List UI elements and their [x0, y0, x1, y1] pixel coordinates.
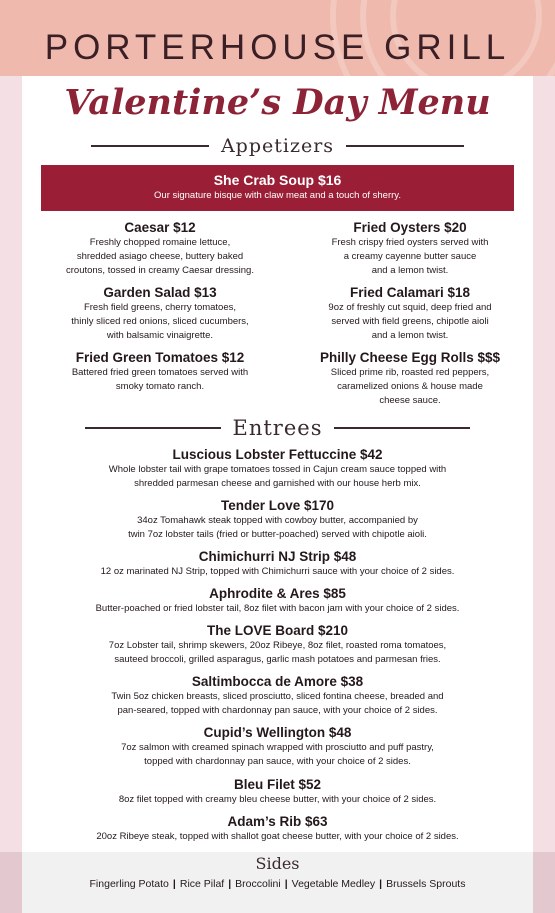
appetizer-item — [40, 349, 280, 394]
side-separator: | — [379, 878, 383, 890]
item-desc: topped with chardonnay pan sauce, with your choice of 2 sides. — [144, 756, 411, 767]
item-desc: smoky tomato ranch. — [115, 381, 205, 392]
item-name: Fried Oysters $20 — [353, 220, 467, 235]
side-item: Broccolini — [235, 878, 281, 890]
item-desc: Freshly chopped romaine lettuce, — [89, 237, 231, 248]
item-desc: croutons, tossed in creamy Caesar dressing. — [66, 265, 254, 276]
featured-item-banner — [41, 165, 514, 211]
item-name: Caesar $12 — [124, 220, 196, 235]
entree-item — [30, 497, 525, 542]
featured-item-desc: Our signature bisque with claw meat and a touch of sherry. — [154, 190, 401, 201]
item-desc: shredded asiago cheese, buttery baked — [76, 251, 244, 262]
item-desc: 8oz filet topped with creamy bleu cheese butter, with your choice of 2 sides. — [118, 794, 437, 805]
side-item: Brussels Sprouts — [386, 878, 466, 890]
appetizers-heading-label: Appetizers — [220, 135, 335, 157]
appetizers-heading — [0, 133, 555, 158]
featured-item-name: She Crab Soup $16 — [213, 172, 342, 188]
item-desc: shredded parmesan cheese and garnished with our house herb mix. — [134, 478, 421, 489]
menu-title: Valentine’s Day Menu — [64, 82, 491, 123]
item-desc: and a lemon twist. — [371, 265, 449, 276]
entrees-heading-label: Entrees — [232, 415, 323, 440]
item-desc: a creamy cayenne butter sauce — [343, 251, 477, 262]
side-separator: | — [172, 878, 176, 890]
entree-item — [30, 585, 525, 616]
appetizer-item — [40, 219, 280, 278]
item-name: Fried Calamari $18 — [349, 285, 471, 300]
side-item: Vegetable Medley — [291, 878, 376, 890]
entree-item — [30, 446, 525, 491]
item-desc: thinly sliced red onions, sliced cucumbers, — [71, 316, 249, 327]
item-desc: cheese sauce. — [379, 395, 441, 406]
entree-item — [30, 622, 525, 667]
entree-item — [30, 724, 525, 769]
entree-item — [30, 776, 525, 807]
item-desc: caramelized onions & house made — [337, 381, 483, 392]
item-desc: 34oz Tomahawk steak topped with cowboy butter, accompanied by — [137, 515, 418, 526]
item-name: Chimichurri NJ Strip $48 — [198, 549, 357, 564]
item-desc: Twin 5oz chicken breasts, sliced prosciutto, sliced fontina cheese, breaded and — [111, 691, 444, 702]
item-name: The LOVE Board $210 — [206, 623, 349, 638]
appetizer-item — [292, 284, 528, 343]
item-desc: with balsamic vinaigrette. — [106, 330, 214, 341]
divider-line — [91, 145, 209, 147]
item-desc: twin 7oz lobster tails (fried or butter-poached) served with chipotle aioli. — [128, 529, 427, 540]
item-name: Bleu Filet $52 — [233, 777, 322, 792]
entree-item — [30, 673, 525, 718]
appetizer-item — [40, 284, 280, 343]
item-desc: 9oz of freshly cut squid, deep fried and — [328, 302, 492, 313]
restaurant-name: PORTERHOUSE GRILL — [44, 28, 511, 67]
side-item: Rice Pilaf — [179, 878, 225, 890]
sides-heading: Sides — [255, 854, 300, 873]
appetizer-item — [292, 349, 528, 408]
sides-list — [0, 878, 555, 890]
item-desc: Battered fried green tomatoes served with — [71, 367, 249, 378]
item-name: Adam’s Rib $63 — [227, 814, 328, 829]
item-desc: sauteed broccoli, grilled asparagus, garlic mash potatoes and parmesan fries. — [114, 654, 441, 665]
entree-item — [30, 548, 525, 579]
item-desc: 20oz Ribeye steak, topped with shallot goat cheese butter, with your choice of 2 sides. — [96, 831, 459, 842]
item-desc: and a lemon twist. — [371, 330, 449, 341]
item-name: Fried Green Tomatoes $12 — [75, 350, 245, 365]
divider-line — [85, 427, 221, 429]
item-desc: served with field greens, chipotle aioli — [331, 316, 489, 327]
item-name: Aphrodite & Ares $85 — [209, 586, 346, 601]
item-desc: Whole lobster tail with grape tomatoes tossed in Cajun cream sauce topped with — [108, 464, 447, 475]
item-desc: 7oz salmon with creamed spinach wrapped with prosciutto and puff pastry, — [121, 742, 434, 753]
item-desc: Butter-poached or fried lobster tail, 8oz filet with bacon jam with your choice of 2 sides. — [95, 603, 460, 614]
divider-line — [334, 427, 470, 429]
item-desc: Sliced prime rib, roasted red peppers, — [330, 367, 490, 378]
side-item: Fingerling Potato — [89, 878, 169, 890]
item-desc: 7oz Lobster tail, shrimp skewers, 20oz Ribeye, 8oz filet, roasted roma tomatoes, — [108, 640, 447, 651]
entree-item — [30, 813, 525, 844]
entrees-heading — [0, 414, 555, 440]
appetizer-item — [292, 219, 528, 278]
item-name: Luscious Lobster Fettuccine $42 — [172, 447, 383, 462]
item-name: Tender Love $170 — [220, 498, 335, 513]
item-name: Saltimbocca de Amore $38 — [191, 674, 364, 689]
item-desc: Fresh crispy fried oysters served with — [331, 237, 489, 248]
item-desc: pan-seared, topped with chardonnay pan sauce, with your choice of 2 sides. — [117, 705, 438, 716]
item-desc: Fresh field greens, cherry tomatoes, — [83, 302, 237, 313]
divider-line — [346, 145, 464, 147]
item-desc: 12 oz marinated NJ Strip, topped with Chimichurri sauce with your choice of 2 sides. — [100, 566, 455, 577]
item-name: Philly Cheese Egg Rolls $$$ — [319, 350, 501, 365]
side-separator: | — [284, 878, 288, 890]
side-separator: | — [228, 878, 232, 890]
item-name: Garden Salad $13 — [103, 285, 217, 300]
item-name: Cupid’s Wellington $48 — [203, 725, 352, 740]
